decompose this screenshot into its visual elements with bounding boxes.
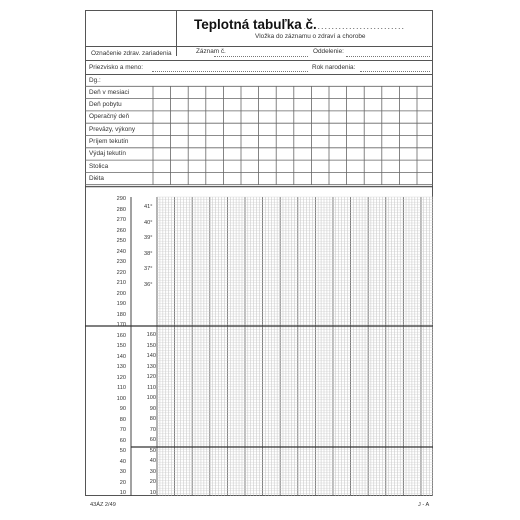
row-label: Stolica xyxy=(89,162,109,170)
scale-label: 170 xyxy=(116,322,126,328)
scale-label: 80 xyxy=(149,416,156,423)
row-label: Výdaj tekutín xyxy=(89,150,126,158)
scale-label: 120 xyxy=(146,374,156,381)
row-label: Príjem tekutín xyxy=(89,138,129,145)
scale-label: 40 xyxy=(149,458,156,465)
scale-label: 50 xyxy=(149,447,156,454)
department-label: Oddelenie: xyxy=(313,48,344,55)
scale-label: 30 xyxy=(149,468,156,475)
facility-label: Označenie zdrav. zariadenia xyxy=(91,50,172,57)
scale-label: 160 xyxy=(146,332,156,338)
scale-label: 60 xyxy=(149,437,156,444)
scale-label: 39° xyxy=(144,235,153,242)
scale-label: 150 xyxy=(146,342,156,349)
scale-label: 60 xyxy=(119,437,126,444)
scale-label: 40° xyxy=(144,219,153,226)
scale-label: 70 xyxy=(119,427,126,433)
scale-label: 200 xyxy=(116,290,126,297)
scale-label: 10 xyxy=(149,490,156,496)
row-label: Preväzy, výkony xyxy=(89,125,136,133)
scale-label: 260 xyxy=(116,227,126,234)
page-mark: J - A xyxy=(418,502,430,508)
scale-label: 100 xyxy=(146,395,156,402)
scale-label: 10 xyxy=(119,490,126,496)
scale-label: 50 xyxy=(119,448,126,454)
scale-label: 90 xyxy=(149,405,156,412)
patient-name-label: Priezvisko a meno: xyxy=(89,64,143,71)
scale-label: 140 xyxy=(116,353,126,360)
scale-label: 41° xyxy=(144,204,153,210)
scale-label: 280 xyxy=(116,206,126,213)
scale-label: 20 xyxy=(119,479,126,486)
scale-label: 250 xyxy=(116,238,126,244)
scale-label: 190 xyxy=(116,301,126,307)
scale-label: 270 xyxy=(116,217,126,223)
scale-label: 160 xyxy=(116,332,126,339)
scale-label: 20 xyxy=(149,479,156,486)
row-label: Dg.: xyxy=(89,76,101,84)
title-number-dots: .............................. xyxy=(300,21,406,31)
scale-label: 220 xyxy=(116,269,126,276)
scale-label: 210 xyxy=(116,280,126,286)
scale-label: 100 xyxy=(116,395,126,402)
scale-label: 120 xyxy=(116,374,126,381)
scale-label: 130 xyxy=(116,364,126,370)
scale-label: 90 xyxy=(119,406,126,412)
scale-label: 40 xyxy=(119,458,126,465)
form-code: 43ÁZ 2/49 xyxy=(90,502,116,508)
record-number-label: Záznam č. xyxy=(196,48,226,55)
scale-label: 70 xyxy=(149,426,156,433)
scale-label: 130 xyxy=(146,363,156,370)
row-label: Deň v mesiaci xyxy=(89,88,130,96)
row-label: Deň pobytu xyxy=(89,101,122,109)
scale-label: 140 xyxy=(146,353,156,360)
scale-label: 36° xyxy=(144,282,153,288)
scale-label: 230 xyxy=(116,259,126,265)
form-subtitle: Vložka do záznamu o zdraví a chorobe xyxy=(255,33,366,40)
form-title: Teplotná tabuľka č. xyxy=(194,17,317,32)
scale-label: 30 xyxy=(119,469,126,475)
scale-label: 180 xyxy=(116,311,126,318)
row-label: Operačný deň xyxy=(89,113,130,121)
birth-year-label: Rok narodenia: xyxy=(312,64,356,71)
scale-label: 150 xyxy=(116,343,126,349)
scale-label: 290 xyxy=(116,196,126,202)
row-label: Diéta xyxy=(89,174,104,182)
scale-label: 110 xyxy=(117,385,126,391)
scale-label: 38° xyxy=(144,250,153,257)
scale-label: 110 xyxy=(147,384,156,391)
scale-label: 240 xyxy=(116,248,126,255)
scale-label: 37° xyxy=(144,266,153,273)
scale-label: 80 xyxy=(119,416,126,423)
